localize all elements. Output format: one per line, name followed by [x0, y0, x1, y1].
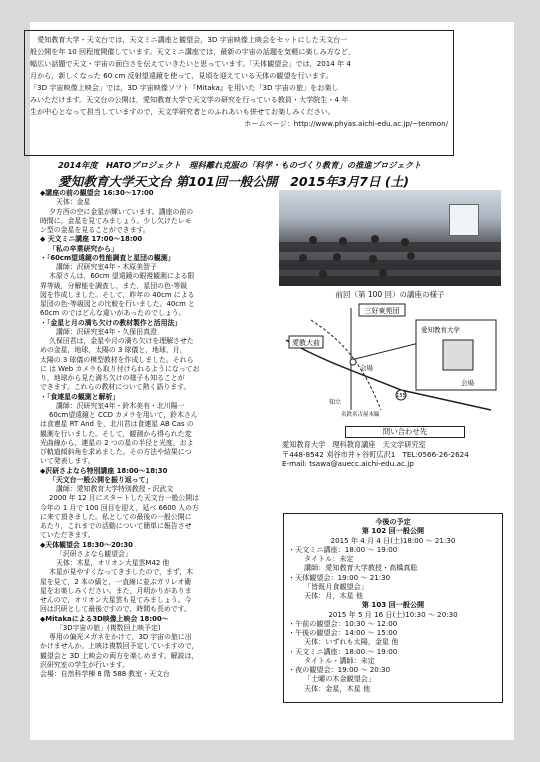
project-subtitle: 2014年度 HATOプロジェクト 理科離れ克服の「科学・ものづくり教育」の推進プロジェクト	[58, 160, 422, 170]
program-line: 木原さんは，60cm 望遠鏡の眼視観測による限	[49, 272, 195, 281]
program-line: ・「60cm望遠鏡の性能調査と星団の観測」	[40, 253, 175, 262]
station-label: 愛教大前	[292, 339, 320, 347]
program-line: 沢研究室の学生が行います。	[40, 660, 130, 669]
campus-label: 愛知教育大学	[421, 326, 460, 334]
schedule-line: 2015 年 4 月 4 日(土)18:00 ～ 21:30	[330, 535, 456, 545]
contact-info	[282, 440, 512, 469]
program-line: 観望会と 3D 上映会の両方を楽しめます。解説は，	[40, 651, 199, 660]
program-line: ◆Mitakaによる3D映像上映会 18:00～	[40, 614, 169, 623]
schedule-line: タイトル：未定	[304, 554, 354, 563]
program-line: 太陽の 3 球儀の模型教材を作成しました。それら	[40, 355, 194, 364]
intro-line: 生が中心となって担当していますので，天文学研究者とのふれあいも併せてお楽しみください。	[30, 107, 335, 116]
program-line: 講師：沢研究室4年・久保田真澄	[56, 327, 157, 336]
audience-member	[339, 237, 347, 245]
lecture-photo	[279, 190, 501, 286]
audience-member	[319, 270, 327, 278]
schedule-line: ・天文ミニ講座：18:00 ～ 19:00	[288, 646, 398, 656]
program-line: ◆沢研さよなら特別講座 18:00～18:30	[40, 466, 168, 475]
program-line: いて発表します。	[40, 457, 95, 466]
program-line: 60cm のではどんな違いがあったのでしょう。	[40, 309, 186, 318]
map-label: 知立	[329, 399, 342, 406]
schedule-line: ・夜の観望会：19:00 ～ 20:30	[288, 665, 391, 674]
program-line: あたり，これまでの活動について簡単に報告させ	[40, 522, 192, 530]
audience-member	[299, 254, 307, 262]
contact-heading: 問い合わせ先	[345, 426, 465, 438]
program-line: は食連星 RT And を，北川君は食連星 AB Cas の	[40, 420, 194, 429]
intro-line: 愛知教育大学・天文台では，天文ミニ講座と観望会，3D 宇宙映像上映会をセットにした天文台一	[30, 35, 348, 44]
program-line: 天体：金星	[56, 198, 91, 207]
venue-label: 会場	[360, 364, 373, 372]
projection-screen	[449, 204, 479, 236]
program-line: 講師：愛知教育大学特別教授・沢武文	[56, 485, 174, 493]
program-line: 天体：木星，オリオン大星雲M42 他	[56, 559, 170, 567]
program-line: 界等級，分解能を調査し，また，星団の色-等級	[40, 281, 188, 290]
program-line: 光曲線から，連星の 2 つの星の半径と光度，およ	[40, 438, 194, 447]
audience-row	[279, 260, 501, 270]
homepage-url[interactable]: ホームページ：http://www.phyas.aichi-edu.ac.jp/~tenmon/	[244, 119, 448, 128]
program-line: に来て頂きました。私としての最後の一般公開に	[40, 512, 192, 521]
program-line: 講師：沢研究室4年・木原美智子	[56, 263, 157, 271]
program-line: 星団の色-等級図との比較を行いました。40cm と	[40, 300, 195, 308]
route-number: 155	[396, 393, 406, 399]
program-line: 星を見て，2 本の縞と，一直線に並ぶガリレオ衛	[40, 577, 192, 586]
program-line: 「沢研さよなら観望会」	[56, 549, 132, 558]
audience-member	[371, 235, 379, 243]
program-line: せんので，オリオン大星雲も見てみましょう。今	[40, 596, 192, 604]
audience-member	[401, 238, 409, 246]
program-line: 夕方西の空に金星が輝いています。講座の前の	[49, 207, 194, 216]
campus-buildings	[443, 340, 473, 370]
schedule-line: 第 102 回一般公開	[361, 526, 425, 536]
program-column	[40, 189, 268, 679]
program-line: めの金星，地球，太陽の 3 球儀と，地球，月，	[40, 346, 187, 355]
schedule-line: ・午前の観望会：10:30 ～ 12:00	[288, 618, 398, 628]
schedule-line: 「土曜の木金観望会」	[304, 674, 375, 684]
audience-member	[407, 252, 415, 260]
program-line: び軌道傾斜角を求めました。その方法や結果につ	[40, 448, 192, 456]
schedule-line: 天体：金星，木星 他	[304, 683, 371, 693]
program-line: 図を作成しました。そして，昨年の 40cm による	[40, 290, 195, 299]
intro-text	[30, 34, 448, 118]
access-map	[281, 300, 501, 418]
schedule-items	[288, 526, 498, 693]
program-line: 星をお楽しみください。また，月明かりがありま	[40, 586, 192, 595]
schedule-box	[283, 513, 503, 703]
schedule-line: 2015 年 5 月 16 日(土)10:30 ～ 20:30	[328, 609, 458, 619]
program-line: に は Web カメラも取り付けられるようになってお	[40, 364, 200, 373]
intro-line: みいただけます。天文台の公開は，愛知教育大学で天文学の研究を行っている教員・大学院生・4 年	[30, 95, 349, 104]
program-line: 木星が見やすくなってきましたので，まず，木	[49, 568, 194, 577]
program-line: できます。これらの教材について熱く語ります。	[40, 383, 191, 392]
audience-member	[333, 253, 341, 261]
schedule-line: 第 103 回一般公開	[361, 600, 425, 610]
station-label: 三好東苑団	[364, 307, 400, 315]
program-line: 講師：沢研究室4年・鈴木美有・北川陽一	[56, 401, 185, 410]
audience-member	[309, 236, 317, 244]
intro-line: 月から，新しくなった 60 cm 反射望遠鏡を使って，見頃を迎えている天体の観望を行います。	[30, 71, 333, 80]
program-line: 回は沢研として最後ですので，時間も長めです。	[40, 605, 191, 614]
program-line: かけませんか。上映は複数回予定していますので，	[40, 642, 199, 651]
contact-line: 愛知教育大学 理科教育講座 天文学研究室	[282, 440, 426, 449]
audience-row	[279, 276, 501, 286]
contact-line: 〒448-8542 刈谷市井ヶ谷町広沢1 TEL:0566-26-2624	[282, 449, 469, 459]
program-line: 「天文台一般公開を振り返って」	[49, 475, 153, 484]
intro-line: 幅広い話題で天文・宇宙の面白さを伝えていきたいと思っています。「天体観望会」では，2014 年 4	[30, 59, 351, 68]
audience-member	[379, 269, 387, 277]
program-line: 会場：自然科学棟 8 階 588 教室・天文台	[40, 670, 170, 678]
program-line: ていただきます。	[40, 531, 95, 540]
schedule-line: ・天体観望会：19:00 ～ 21:30	[288, 572, 391, 582]
program-line: り，地球から見た満ち欠けの様子も知ることが	[40, 374, 185, 382]
schedule-line: 「皆既月食観望会」	[304, 581, 368, 591]
schedule-line: 天体：月，木星 他	[304, 591, 364, 600]
program-line: 久保田君は，金星や月の満ち欠けを理解させた	[49, 337, 194, 345]
program-line: 「私の卒業研究から」	[49, 244, 118, 253]
program-line: 60cm望遠鏡と CCD カメラを用いて，鈴木さん	[49, 411, 198, 419]
program-line: ・「金星と月の満ち欠けの教材製作と活用法」	[40, 318, 182, 327]
program-line: ◆ 天文ミニ講座 17:00～18:00	[40, 235, 143, 244]
schedule-line: ・午後の観望会：14:00 ～ 15:00	[288, 628, 398, 637]
program-line: 専用の偏光メガネをかけて，3D 宇宙の旅に出	[49, 633, 192, 641]
program-line: 今年の 1 月で 100 回目を迎え，延べ 6600 人の方	[40, 503, 199, 512]
venue-label: 会場	[461, 379, 474, 387]
schedule-title: 今後の予定	[375, 517, 411, 526]
program-line: ・「食連星の観測と解析」	[40, 392, 120, 401]
contact-line[interactable]: E-mail: tsawa@auecc.aichi-edu.ac.jp	[282, 459, 414, 468]
program-line: ◆天体観望会 18:30～20:30	[40, 540, 133, 549]
intro-line: 般公開を年 10 回程度開催しています。天文ミニ講座では，最新の宇宙の話題を気軽に楽しみ方など，	[30, 47, 356, 56]
program-line: 観測を行いました。そして，観測から得られた変	[40, 429, 192, 438]
audience-member	[369, 255, 377, 263]
schedule-line: タイトル・講師：未定	[304, 655, 375, 665]
program-line: ◆講座の前の観望会 16:30～17:00	[40, 189, 154, 197]
intro-line: 「3D 宇宙映像上映会」では，3D 宇宙映像ソフト『Mitaka』を用いた「3D 宇宙の旅」をお楽し	[30, 83, 339, 92]
program-line: 時間に，金星を見てみましょう。少し欠けたレモ	[40, 216, 192, 225]
schedule-line: ・天文ミニ講座：18:00 ～ 19:00	[288, 544, 398, 554]
schedule-line: 講師：愛知教育大学教授・高橋真聡	[304, 563, 418, 573]
map-label: 名鉄名古屋本線	[341, 412, 380, 418]
event-title: 愛知教育大学天文台 第101回一般公開 2015年3月7日 (土)	[58, 174, 410, 189]
intro-box	[24, 30, 454, 156]
venue-marker	[350, 359, 356, 365]
program-line: 「3D宇宙の旅」(複数回上映予定)	[56, 623, 161, 632]
photo-caption: 前回（第 100 回）の講座の様子	[335, 290, 445, 299]
program-line: ン型の金星を見ることができます。	[40, 226, 150, 234]
schedule-line: 天体：いずれも太陽，金星 他	[304, 637, 399, 647]
program-line: 2000 年 12 月にスタートした天文台一般公開は	[49, 494, 200, 503]
